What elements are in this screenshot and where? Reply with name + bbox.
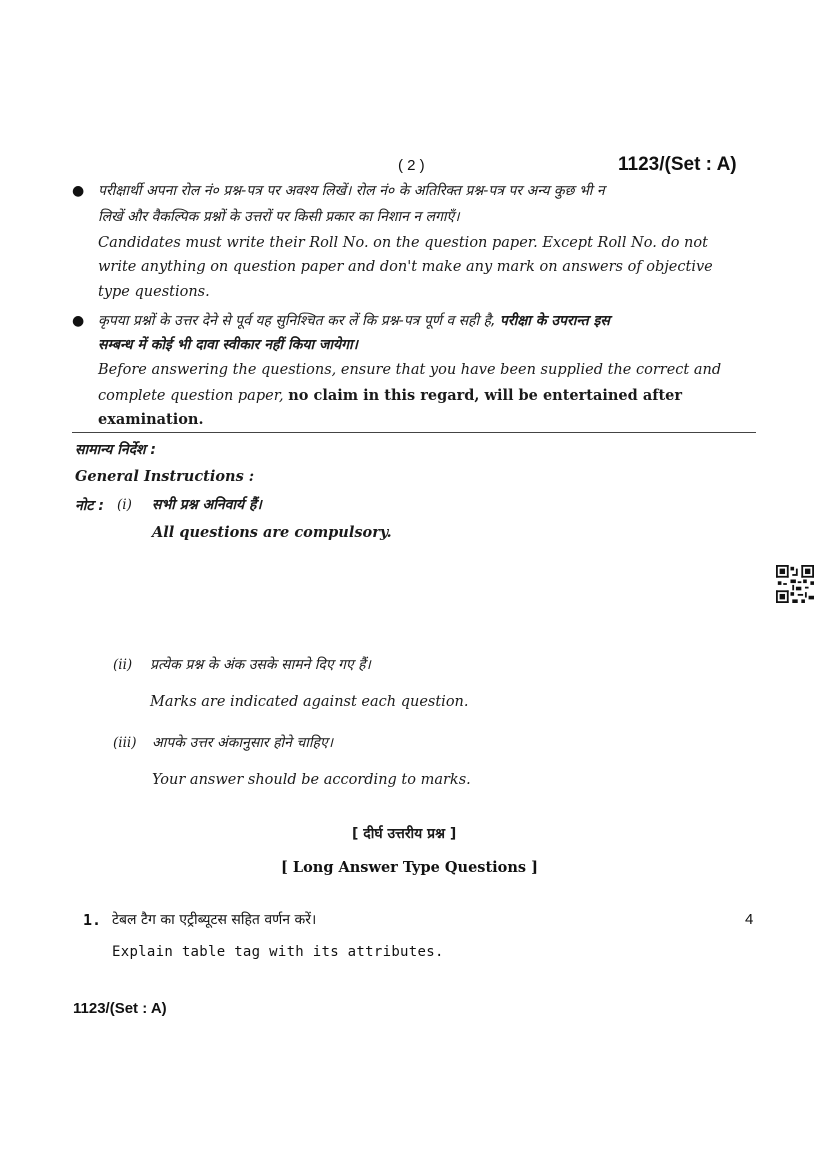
note-label: नोट : [75,498,104,514]
section-heading-english: [ Long Answer Type Questions ] [281,859,538,876]
instruction-2-hindi-bold: परीक्षा के उपरान्त इस [499,313,610,329]
bullet-icon: ● [72,183,85,199]
note-3-number: (iii) [113,735,137,751]
instruction-2-english-bold: no claim in this regard, will be entertained after [288,387,683,404]
instruction-2-english-normal: complete question paper, [98,388,284,404]
instruction-1-english-line-3: type questions. [98,284,210,300]
instruction-2-hindi-normal: कृपया प्रश्नों के उत्तर देने से पूर्व यह सुनिश्चित कर लें कि प्रश्न-पत्र पूर्ण व सही है, [98,313,496,329]
instruction-2-hindi-line-2: सम्बन्ध में कोई भी दावा स्वीकार नहीं किया जायेगा। [98,337,358,353]
note-3-english: Your answer should be according to marks. [152,772,471,788]
section-heading-hindi: [ दीर्घ उत्तरीय प्रश्न ] [352,826,457,842]
instruction-2-english-line-3: examination. [98,411,204,428]
paper-code-header: 1123/(Set : A) [618,154,737,175]
note-1-hindi: सभी प्रश्न अनिवार्य हैं। [152,497,262,513]
question-1-marks: 4 [745,911,754,928]
general-heading-hindi: सामान्य निर्देश : [75,442,157,458]
note-2-hindi: प्रत्येक प्रश्न के अंक उसके सामने दिए गए हैं। [150,657,371,673]
paper-code-footer: 1123/(Set : A) [73,1000,167,1017]
note-1-number: (i) [117,497,132,513]
question-1-english: Explain table tag with its attributes. [112,944,444,960]
instruction-1-hindi-line-1: परीक्षार्थी अपना रोल नं० प्रश्न-पत्र पर अवश्य लिखें। रोल नं० के अतिरिक्त प्रश्न-पत्र पर अन्य कुछ भी न [98,183,605,199]
page-number: ( 2 ) [398,157,425,174]
instruction-1-english-line-2: write anything on question paper and don't make any mark on answers of objective [98,259,713,275]
instruction-2-english-line-2 [98,387,682,404]
instruction-1-hindi-line-2: लिखें और वैकल्पिक प्रश्नों के उत्तरों पर किसी प्रकार का निशान न लगाएँ। [98,209,460,225]
bullet-icon: ● [72,313,85,329]
note-1-english: All questions are compulsory. [152,524,392,541]
section-divider [72,432,756,433]
instruction-2-hindi-line-1 [98,311,610,330]
instruction-2-english-line-1: Before answering the questions, ensure that you have been supplied the correct and [98,362,722,378]
note-3-hindi: आपके उत्तर अंकानुसार होने चाहिए। [152,735,333,751]
question-1-hindi: टेबल टैग का एट्रीब्यूटस सहित वर्णन करें। [112,912,317,928]
general-heading-english: General Instructions : [75,468,255,485]
qr-code-icon [776,565,814,603]
instruction-1-english-line-1: Candidates must write their Roll No. on the question paper. Except Roll No. do not [98,235,708,251]
note-2-number: (ii) [113,657,133,673]
question-1-number: 1. [83,911,102,929]
note-2-english: Marks are indicated against each question. [150,694,469,710]
